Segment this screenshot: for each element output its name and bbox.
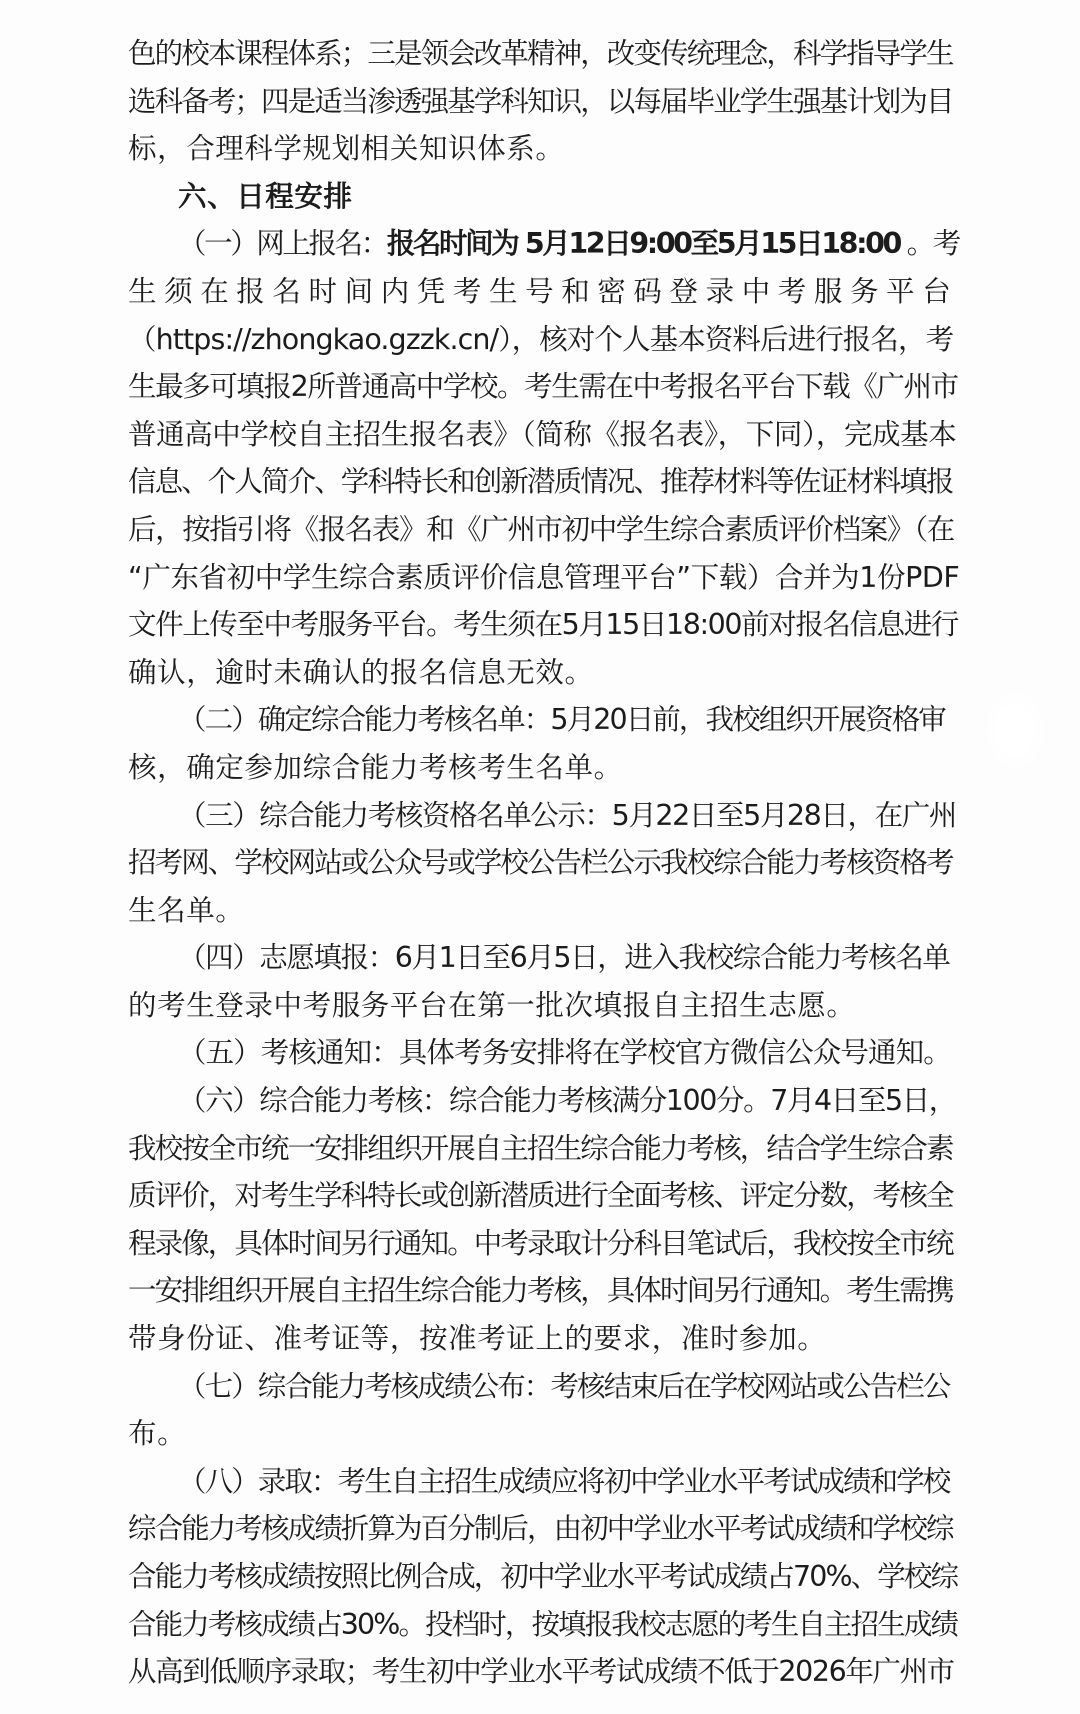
text-line: 选科备考；四是适当渗透强基学科知识，以每届毕业学生强基计划为目 [128, 84, 953, 118]
text-line: 程录像，具体时间另行通知。中考录取计分科目笔试后，我校按全市统 [128, 1226, 953, 1260]
text-line: 从高到低顺序录取；考生初中学业水平考试成绩不低于2026年广州市 [128, 1655, 954, 1689]
text-line: （六）综合能力考核：综合能力考核满分100分。7月4日至5日， [178, 1084, 956, 1118]
text-line: “广东省初中学生综合素质评价信息管理平台”下载）合并为1份PDF [128, 560, 960, 594]
light-glare [985, 690, 1045, 770]
text-line: 招考网、学校网站或公众号或学校公告栏公示我校综合能力考核资格考 [128, 846, 953, 880]
text-line: 文件上传至中考服务平台。考生须在5月15日18:00前对报名信息进行 [128, 608, 958, 642]
text-line: 生名单。 [128, 893, 245, 927]
text-line: 布。 [128, 1417, 187, 1451]
item-label: （一）网上报名： [178, 227, 387, 261]
text-line: （五）考核通知：具体考务安排将在学校官方微信公众号通知。 [178, 1036, 951, 1070]
text-line: 的考生登录中考服务平台在第一批次填报自主招生志愿。 [128, 988, 856, 1022]
section-heading: 六、日程安排 [178, 179, 353, 213]
text-line: 核，确定参加综合能力考核考生名单。 [128, 750, 623, 784]
text-line: 一安排组织开展自主招生综合能力考核，具体时间另行通知。考生需携 [128, 1274, 953, 1308]
text-line: 生须在报名时间内凭考生号和密码登录中考服务平台 [128, 274, 959, 308]
text-fragment: 。考 [899, 227, 959, 261]
text-line: 确认，逾时未确认的报名信息无效。 [128, 655, 594, 689]
text-line: 后，按指引将《报名表》和《广州市初中学生综合素质评价档案》（在 [128, 512, 954, 546]
text-line: （https://zhongkao.gzzk.cn/），核对个人基本资料后进行报名，考 [128, 322, 954, 356]
text-line: （三）综合能力考核资格名单公示：5月22日至5月28日，在广州 [178, 798, 956, 832]
document-body [128, 30, 958, 1696]
text-line: （七）综合能力考核成绩公布：考核结束后在学校网站或公告栏公 [178, 1369, 950, 1403]
text-line: 生最多可填报2所普通高中学校。考生需在中考报名平台下载《广州市 [128, 370, 958, 404]
text-line: 我校按全市统一安排组织开展自主招生综合能力考核，结合学生综合素 [128, 1131, 953, 1165]
text-line: 综合能力考核成绩折算为百分制后，由初中学业水平考试成绩和学校综 [128, 1512, 953, 1546]
text-line: 信息、个人简介、学科特长和创新潜质情况、推荐材料等佐证材料填报 [128, 465, 953, 499]
text-line: （二）确定综合能力考核名单：5月20日前，我校组织开展资格审 [178, 703, 945, 737]
registration-time: 报名时间为 5月12日9:00至5月15日18:00 [386, 227, 900, 261]
text-line: 合能力考核成绩按照比例合成，初中学业水平考试成绩占70%、学校综 [128, 1560, 958, 1593]
text-line: （八）录取：考生自主招生成绩应将初中学业水平考试成绩和学校 [178, 1464, 950, 1498]
text-line: 质评价，对考生学科特长或创新潜质进行全面考核、评定分数，考核全 [128, 1179, 953, 1213]
text-line: 合能力考核成绩占30%。投档时，按填报我校志愿的考生自主招生成绩 [128, 1607, 958, 1641]
text-line: 普通高中学校自主招生报名表》（简称《报名表》，下同），完成基本 [128, 417, 957, 451]
text-line: 带身份证、准考证等，按准考证上的要求，准时参加。 [128, 1322, 827, 1356]
text-line: 标，合理科学规划相关知识体系。 [128, 132, 565, 166]
text-line: 色的校本课程体系；三是领会改革精神，改变传统理念，科学指导学生 [128, 37, 953, 70]
text-line: （四）志愿填报：6月1日至6月5日，进入我校综合能力考核名单 [178, 941, 950, 975]
text-line [128, 220, 958, 268]
